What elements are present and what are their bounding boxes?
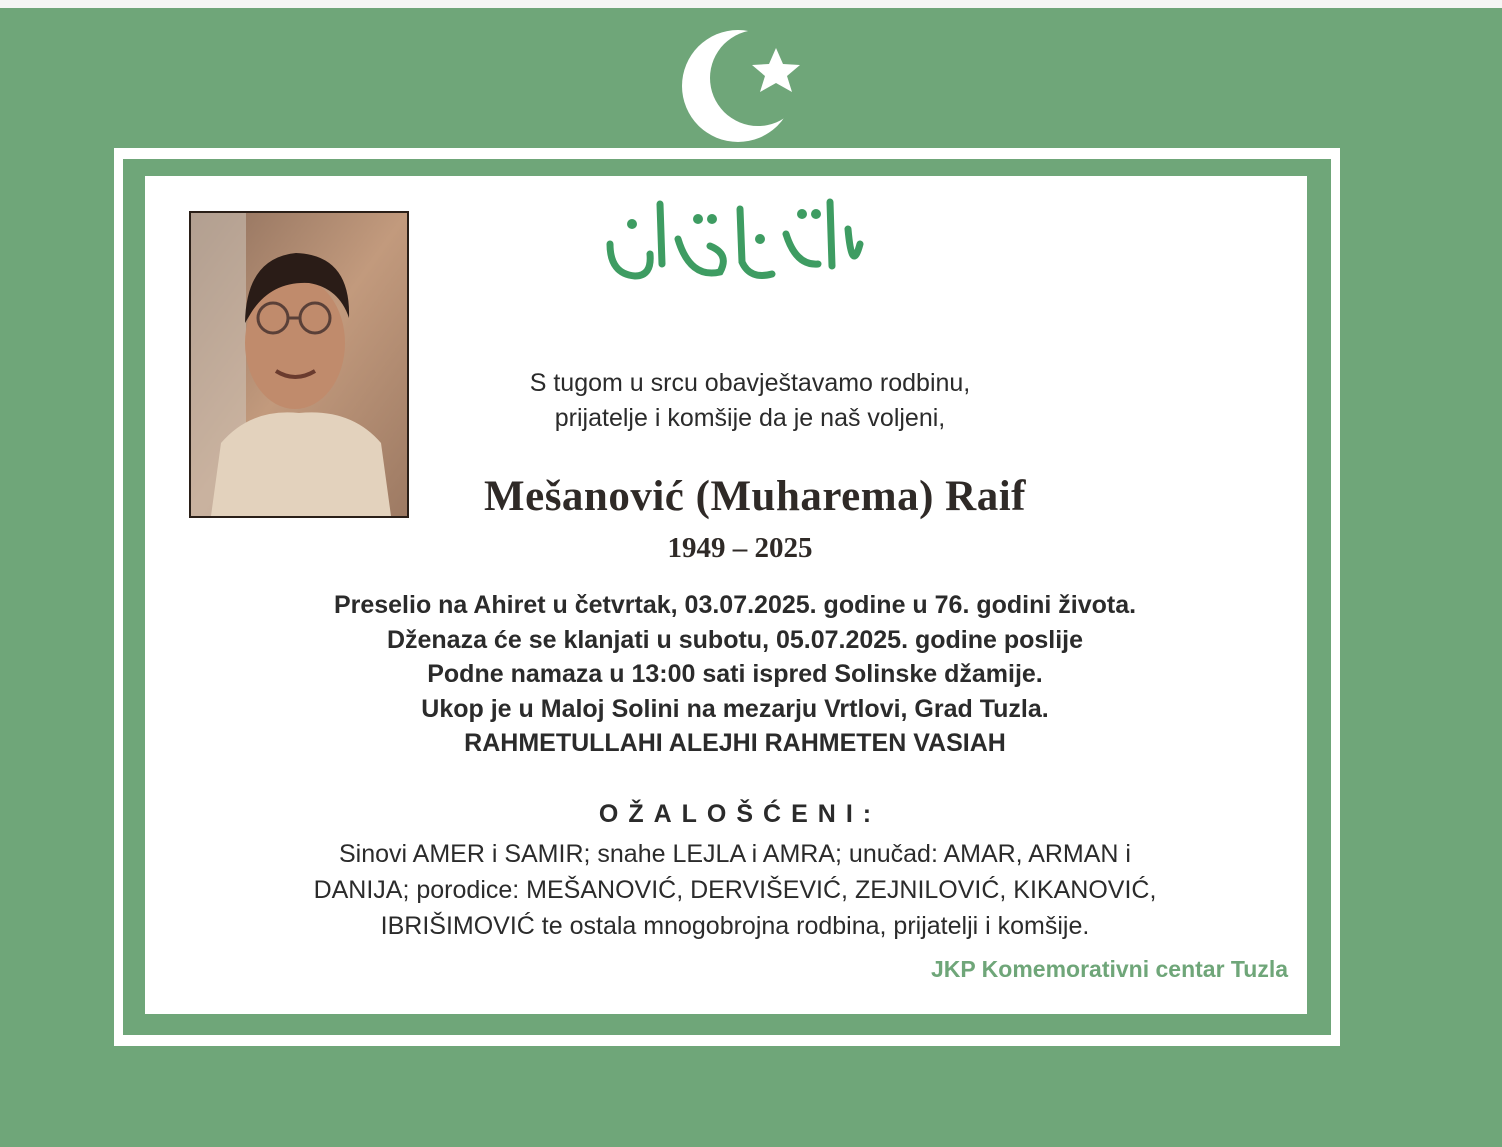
arabic-calligraphy [590,184,870,294]
details-line: Podne namaza u 13:00 sati ispred Solinske džamije. [427,660,1043,688]
details-line: Ukop je u Maloj Solini na mezarju Vrtlovi, Grad Tuzla. [421,694,1049,723]
mourners-line: IBRIŠIMOVIĆ te ostala mnogobrojna rodbina, prijatelji i komšije. [380,912,1090,940]
crescent-star-icon [680,26,810,146]
details-line: Dženaza će se klanjati u subotu, 05.07.2025. godine poslije [386,625,1084,654]
details-line: RAHMETULLAHI ALEJHI RAHMETEN VASIAH [464,729,1006,757]
life-years: 1949 – 2025 [667,532,813,564]
details-line: Preselio na Ahiret u četvrtak, 03.07.2025. godine u 76. godini života. [333,591,1137,619]
intro-line: prijatelje i komšije da je naš voljeni, [554,404,946,432]
mourners-list [150,836,1320,944]
publisher-footer: JKP Komemorativni centar Tuzla [930,956,1288,982]
intro-text [430,366,1070,436]
funeral-details [150,588,1320,761]
mourners-title: OŽALOŠĆENI: [598,800,882,828]
top-paper-edge [0,0,1502,8]
mourners-line: Sinovi AMER i SAMIR; snahe LEJLA i AMRA; unučad: AMAR, ARMAN i [339,840,1131,868]
intro-line: S tugom u srcu obavještavamo rodbinu, [529,369,971,397]
deceased-name: Mešanović (Muharema) Raif [484,473,1026,520]
mourners-line: DANIJA; porodice: MEŠANOVIĆ, DERVIŠEVIĆ, ZEJNILOVIĆ, KIKANOVIĆ, [313,876,1157,904]
